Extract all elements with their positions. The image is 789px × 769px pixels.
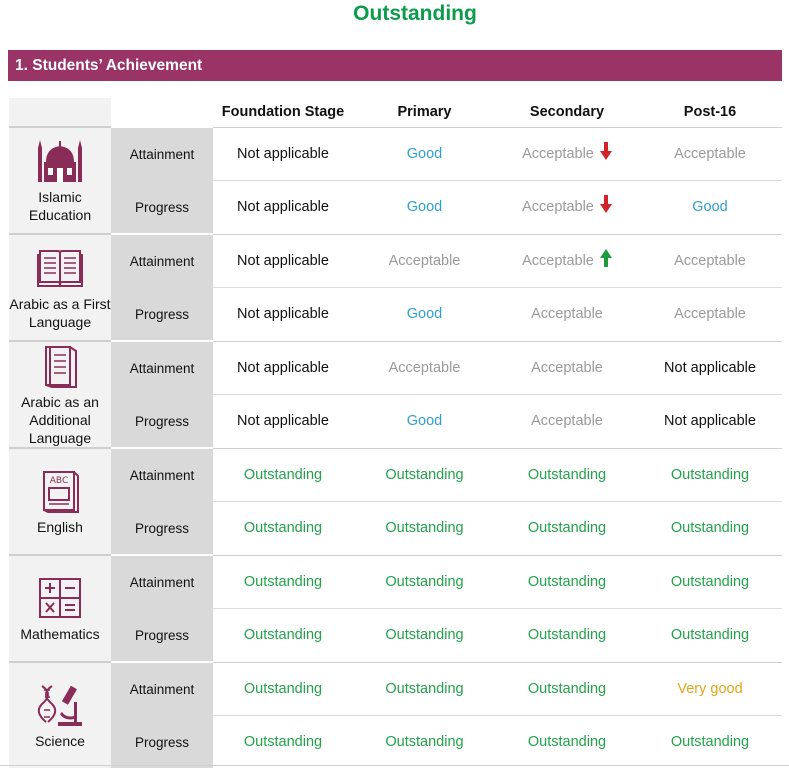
svg-text:ABC: ABC	[49, 475, 69, 486]
judgement-text: Acceptable	[531, 306, 603, 323]
judgement-text: Good	[692, 199, 728, 216]
judgement-text: Not applicable	[237, 359, 329, 376]
abc-book-icon	[36, 468, 84, 514]
judgement-cell-post-16	[638, 448, 782, 502]
judgement-cell-foundation-stage	[213, 395, 353, 449]
header-blank	[111, 98, 213, 127]
judgement-text: Outstanding	[670, 627, 750, 644]
judgement-text: Not applicable	[237, 145, 329, 162]
judgement-cell-foundation-stage	[213, 662, 353, 716]
judgement-text: Very good	[677, 680, 743, 697]
table-row	[9, 341, 782, 395]
judgement-cell-post-16	[638, 555, 782, 609]
judgement-text: Good	[406, 413, 443, 430]
table-row	[9, 609, 782, 663]
section-title-bar: 1. Students’ Achievement	[8, 50, 782, 81]
judgement-cell-secondary	[496, 716, 638, 769]
table-row	[9, 555, 782, 609]
judgement-cell-primary	[353, 448, 496, 502]
judgement-cell-foundation-stage	[213, 181, 353, 235]
judgement-text: Outstanding	[243, 466, 323, 483]
judgement-cell-foundation-stage	[213, 609, 353, 663]
table-row	[9, 288, 782, 342]
row-label-attainment: Attainment	[111, 234, 213, 288]
judgement-text: Outstanding	[385, 573, 464, 590]
judgement-text: Acceptable	[674, 145, 746, 162]
judgement-cell-foundation-stage	[213, 288, 353, 342]
subject-cell	[9, 341, 111, 448]
row-label-attainment: Attainment	[111, 448, 213, 502]
table-row	[9, 502, 782, 556]
judgement-cell-secondary	[496, 448, 638, 502]
judgement-cell-secondary	[496, 609, 638, 663]
judgement-text: Outstanding	[243, 520, 323, 537]
arrow-down-icon	[600, 195, 612, 213]
dna-microscope-icon	[36, 682, 84, 728]
judgement-text: Outstanding	[243, 627, 323, 644]
subject-cell	[9, 234, 111, 341]
book-icon	[36, 343, 84, 389]
row-label-progress: Progress	[111, 502, 213, 556]
open-book-icon	[36, 245, 84, 291]
arrow-down-icon	[600, 142, 612, 160]
judgement-cell-primary	[353, 341, 496, 395]
judgement-text: Outstanding	[527, 466, 607, 483]
subject-cell	[9, 662, 111, 768]
judgement-text: Outstanding	[243, 734, 323, 750]
mosque-icon	[36, 138, 84, 184]
judgement-text: Outstanding	[527, 520, 607, 537]
judgement-cell-secondary	[496, 555, 638, 609]
judgement-text: Outstanding	[385, 734, 464, 750]
judgement-cell-secondary	[496, 662, 638, 716]
table-row	[9, 234, 782, 288]
judgement-cell-primary	[353, 502, 496, 556]
row-label-progress: Progress	[111, 395, 213, 449]
judgement-text: Outstanding	[385, 627, 464, 644]
judgement-cell-foundation-stage	[213, 341, 353, 395]
judgement-cell-post-16	[638, 662, 782, 716]
judgement-text: Outstanding	[527, 573, 607, 590]
judgement-text: Acceptable	[522, 199, 594, 216]
table-row	[9, 662, 782, 716]
judgement-cell-secondary	[496, 288, 638, 342]
judgement-cell-foundation-stage	[213, 716, 353, 769]
subject-name: Arabic as an Additional Language	[21, 393, 99, 446]
judgement-text: Outstanding	[670, 734, 750, 750]
row-label-attainment: Attainment	[111, 127, 213, 181]
judgement-text: Outstanding	[670, 466, 750, 483]
judgement-cell-secondary	[496, 127, 638, 181]
subject-cell	[9, 448, 111, 555]
judgement-cell-primary	[353, 288, 496, 342]
judgement-cell-secondary	[496, 395, 638, 449]
judgement-text: Acceptable	[674, 306, 746, 323]
judgement-cell-primary	[353, 662, 496, 716]
table-body	[9, 127, 782, 768]
judgement-text: Acceptable	[531, 359, 603, 376]
achievement-table	[9, 98, 782, 768]
row-label-progress: Progress	[111, 288, 213, 342]
table-row	[9, 716, 782, 769]
judgement-text: Good	[406, 199, 443, 216]
judgement-text: Acceptable	[522, 145, 594, 162]
judgement-text: Not applicable	[237, 306, 329, 323]
judgement-text: Good	[406, 145, 443, 162]
table-row	[9, 395, 782, 449]
judgement-text: Acceptable	[388, 252, 461, 269]
judgement-text: Acceptable	[388, 359, 461, 376]
row-label-attainment: Attainment	[111, 662, 213, 716]
judgement-cell-foundation-stage	[213, 234, 353, 288]
row-label-attainment: Attainment	[111, 555, 213, 609]
judgement-text: Outstanding	[527, 734, 607, 750]
subject-name: Arabic as a First Language	[9, 295, 111, 330]
judgement-text: Not applicable	[237, 199, 329, 216]
subject-name: Islamic Education	[28, 188, 92, 223]
judgement-text: Not applicable	[237, 252, 329, 269]
judgement-text: Outstanding	[243, 573, 323, 590]
column-header-primary: Primary	[353, 98, 496, 127]
judgement-text: Outstanding	[385, 520, 464, 537]
judgement-text: Acceptable	[531, 413, 603, 430]
judgement-cell-secondary	[496, 341, 638, 395]
judgement-cell-primary	[353, 555, 496, 609]
judgement-cell-post-16	[638, 502, 782, 556]
judgement-text: Outstanding	[385, 680, 464, 697]
overall-judgement-title: Outstanding	[353, 2, 477, 25]
judgement-cell-post-16	[638, 288, 782, 342]
judgement-cell-primary	[353, 127, 496, 181]
table-row	[9, 127, 782, 181]
judgement-cell-secondary	[496, 234, 638, 288]
judgement-cell-foundation-stage	[213, 127, 353, 181]
judgement-text: Outstanding	[527, 680, 607, 697]
row-label-progress: Progress	[111, 181, 213, 235]
table-row	[9, 181, 782, 235]
judgement-text: Outstanding	[243, 680, 323, 697]
judgement-cell-post-16	[638, 181, 782, 235]
judgement-text: Not applicable	[664, 413, 756, 430]
bottom-divider	[0, 765, 789, 766]
column-header-foundation-stage: Foundation Stage	[213, 98, 353, 127]
judgement-cell-primary	[353, 181, 496, 235]
header-row	[9, 98, 782, 127]
judgement-cell-primary	[353, 395, 496, 449]
judgement-cell-post-16	[638, 609, 782, 663]
judgement-text: Not applicable	[237, 413, 329, 430]
judgement-cell-primary	[353, 716, 496, 769]
judgement-cell-foundation-stage	[213, 502, 353, 556]
judgement-text: Outstanding	[670, 573, 750, 590]
header-corner	[9, 98, 111, 127]
judgement-cell-post-16	[638, 716, 782, 769]
judgement-text: Acceptable	[522, 252, 594, 269]
subject-name: English	[37, 518, 83, 535]
row-label-attainment: Attainment	[111, 341, 213, 395]
math-symbols-icon	[36, 575, 84, 621]
row-label-progress: Progress	[111, 716, 213, 769]
judgement-cell-primary	[353, 234, 496, 288]
judgement-text: Outstanding	[527, 627, 607, 644]
judgement-cell-foundation-stage	[213, 555, 353, 609]
judgement-cell-secondary	[496, 181, 638, 235]
judgement-text: Acceptable	[674, 252, 746, 269]
judgement-text: Not applicable	[664, 359, 756, 376]
judgement-cell-post-16	[638, 127, 782, 181]
judgement-cell-post-16	[638, 341, 782, 395]
judgement-text: Outstanding	[670, 520, 750, 537]
subject-cell	[9, 555, 111, 662]
row-label-progress: Progress	[111, 609, 213, 663]
judgement-text: Good	[406, 306, 443, 323]
column-header-post-16: Post-16	[638, 98, 782, 127]
subject-cell	[9, 127, 111, 234]
arrow-up-icon	[600, 249, 612, 267]
judgement-cell-primary	[353, 609, 496, 663]
subject-name: Mathematics	[20, 625, 100, 642]
judgement-cell-post-16	[638, 395, 782, 449]
subject-name: Science	[35, 732, 85, 749]
judgement-cell-foundation-stage	[213, 448, 353, 502]
judgement-text: Outstanding	[385, 466, 464, 483]
table-row	[9, 448, 782, 502]
judgement-cell-post-16	[638, 234, 782, 288]
judgement-cell-secondary	[496, 502, 638, 556]
column-header-secondary: Secondary	[496, 98, 638, 127]
